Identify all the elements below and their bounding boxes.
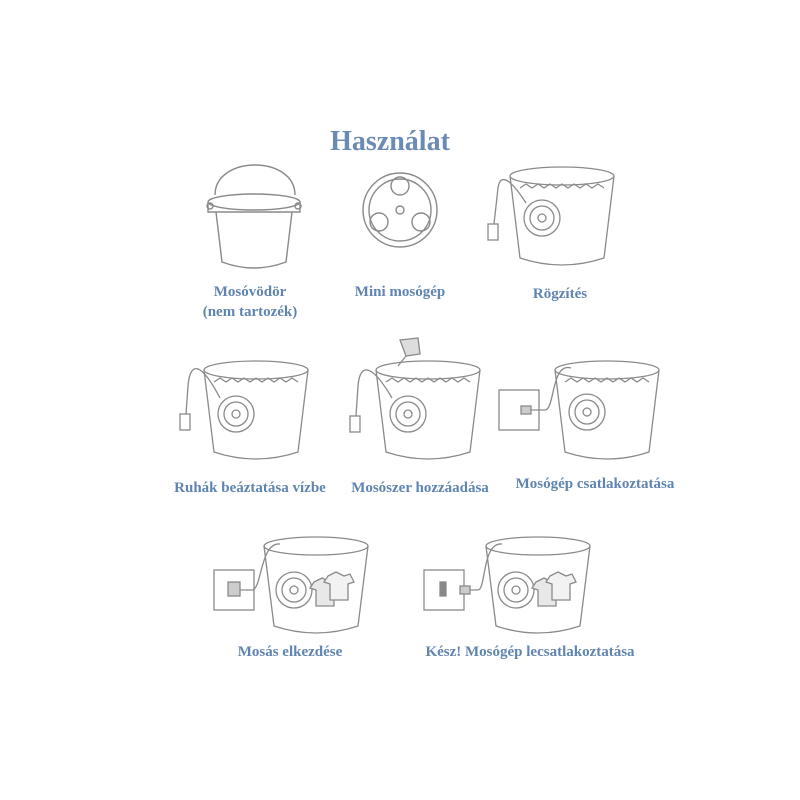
caption-line: Mosóvödör: [213, 284, 287, 300]
mini-washer-icon: [340, 150, 460, 270]
step-caption: [170, 282, 330, 322]
caption-line: Kész! Mosógép lecsatlakoztatása: [425, 644, 635, 660]
caption-line: Mini mosógép: [354, 284, 446, 300]
step-start-wash: [210, 530, 380, 670]
caption-line: Ruhák beáztatása vízbe: [174, 480, 326, 496]
step-caption: [480, 284, 640, 304]
page-title: Használat: [330, 126, 450, 157]
step-unplug: [420, 530, 635, 670]
bucket-with-washer-icon: [170, 352, 330, 472]
step-caption: [205, 642, 375, 662]
caption-line: Mosógép csatlakoztatása: [515, 476, 675, 492]
step-caption: [500, 474, 690, 494]
caption-line: Rögzítés: [532, 286, 588, 302]
detergent-pour-icon: [340, 334, 500, 474]
plug-in-icon: [495, 352, 685, 472]
step-bucket: [180, 150, 320, 320]
step-attach: [480, 158, 640, 318]
step-caption: [160, 478, 340, 498]
step-caption: [405, 642, 655, 662]
bucket-with-washer-icon: [480, 158, 640, 278]
bucket-icon: [180, 150, 320, 280]
step-mini-washer: [340, 150, 460, 310]
caption-line: Mosószer hozzáadása: [351, 480, 489, 496]
step-caption: [330, 478, 510, 498]
step-plug-in: [495, 352, 685, 502]
washing-clothes-icon: [210, 530, 380, 645]
caption-line: Mosás elkezdése: [237, 644, 343, 660]
unplug-icon: [420, 530, 610, 645]
step-caption: [320, 282, 480, 302]
step-soak: [170, 352, 330, 502]
caption-line: (nem tartozék): [202, 304, 298, 320]
step-detergent: [340, 334, 500, 502]
